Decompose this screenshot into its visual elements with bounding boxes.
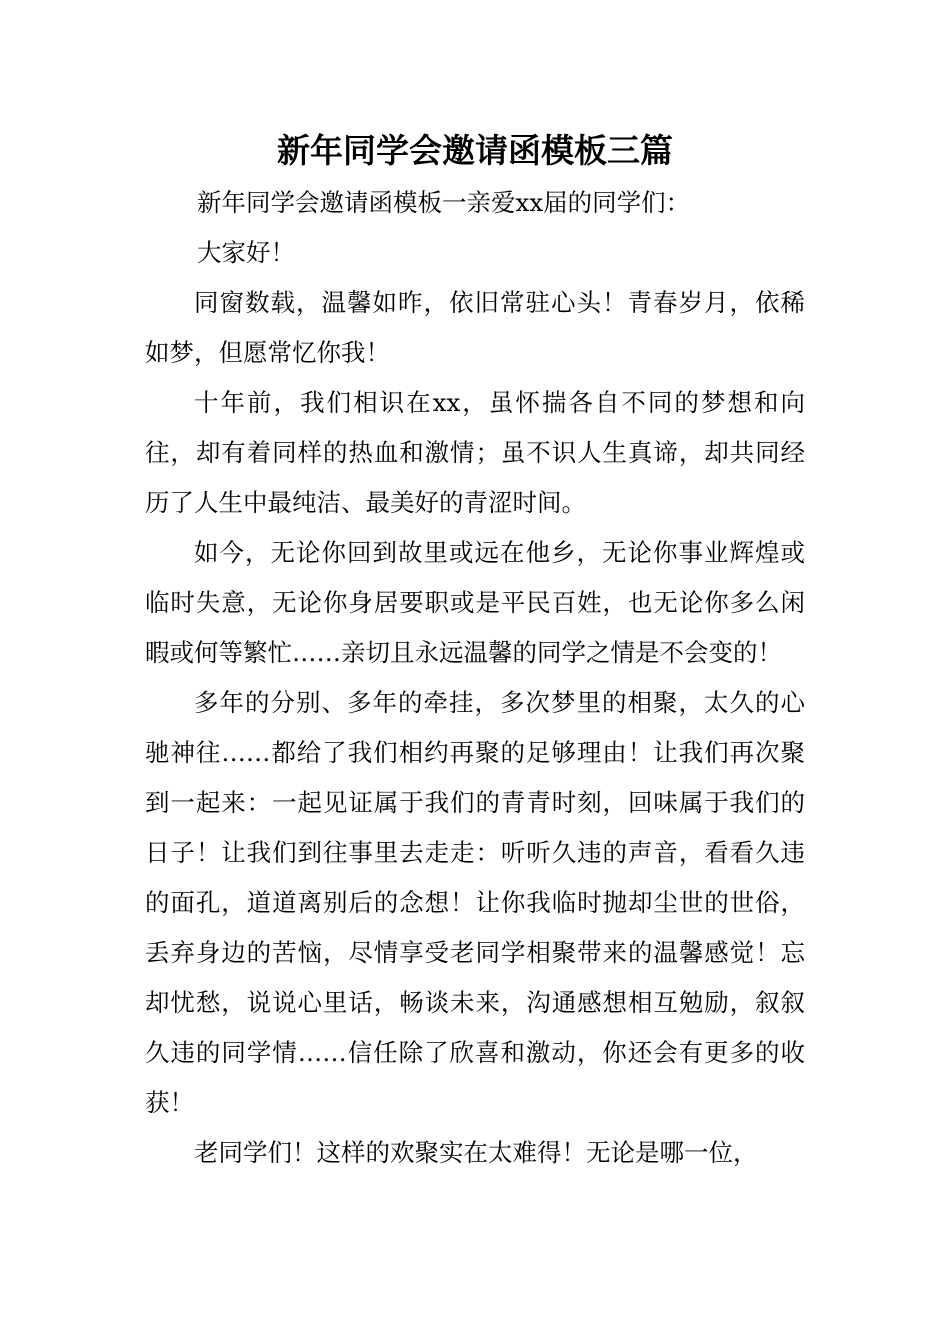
paragraph: 老同学们！这样的欢聚实在太难得！无论是哪一位， — [194, 1138, 758, 1167]
document-body — [145, 178, 805, 1178]
paragraph-greeting: 大家好！ — [197, 238, 295, 267]
document-title: 新年同学会邀请函模板三篇 — [277, 131, 673, 170]
paragraph: 十年前，我们相识在xx，虽怀揣各自不同的梦想和向往，却有着同样的热血和激情；虽不识人生真谛，却共同经历了人生中最纯洁、最美好的青涩时间。 — [145, 388, 805, 517]
paragraph: 多年的分别、多年的牵挂，多次梦里的相聚，太久的心驰神往……都给了我们相约再聚的足够理由！让我们再次聚到一起来：一起见证属于我们的青青时刻，回味属于我们的日子！让我们到往事里去走走：听听久违的声音，看看久违的面孔，道道离别后的念想！让你我临时抛却尘世的世俗，丢弃身边的苦恼，尽情享受老同学相聚带来的温馨感觉！忘却忧愁，说说心里话，畅谈未来，沟通感想相互勉励，叙叙久违的同学情……信任除了欣喜和激动，你还会有更多的收获！ — [145, 688, 805, 1117]
paragraph-intro: 新年同学会邀请函模板一亲爱xx届的同学们： — [197, 188, 691, 217]
paragraph: 如今，无论你回到故里或远在他乡，无论你事业辉煌或临时失意，无论你身居要职或是平民百姓，也无论你多么闲暇或何等繁忙……亲切且永远温馨的同学之情是不会变的！ — [145, 538, 805, 667]
paragraph: 同窗数载，温馨如昨，依旧常驻心头！青春岁月，依稀如梦，但愿常忆你我！ — [145, 288, 805, 367]
